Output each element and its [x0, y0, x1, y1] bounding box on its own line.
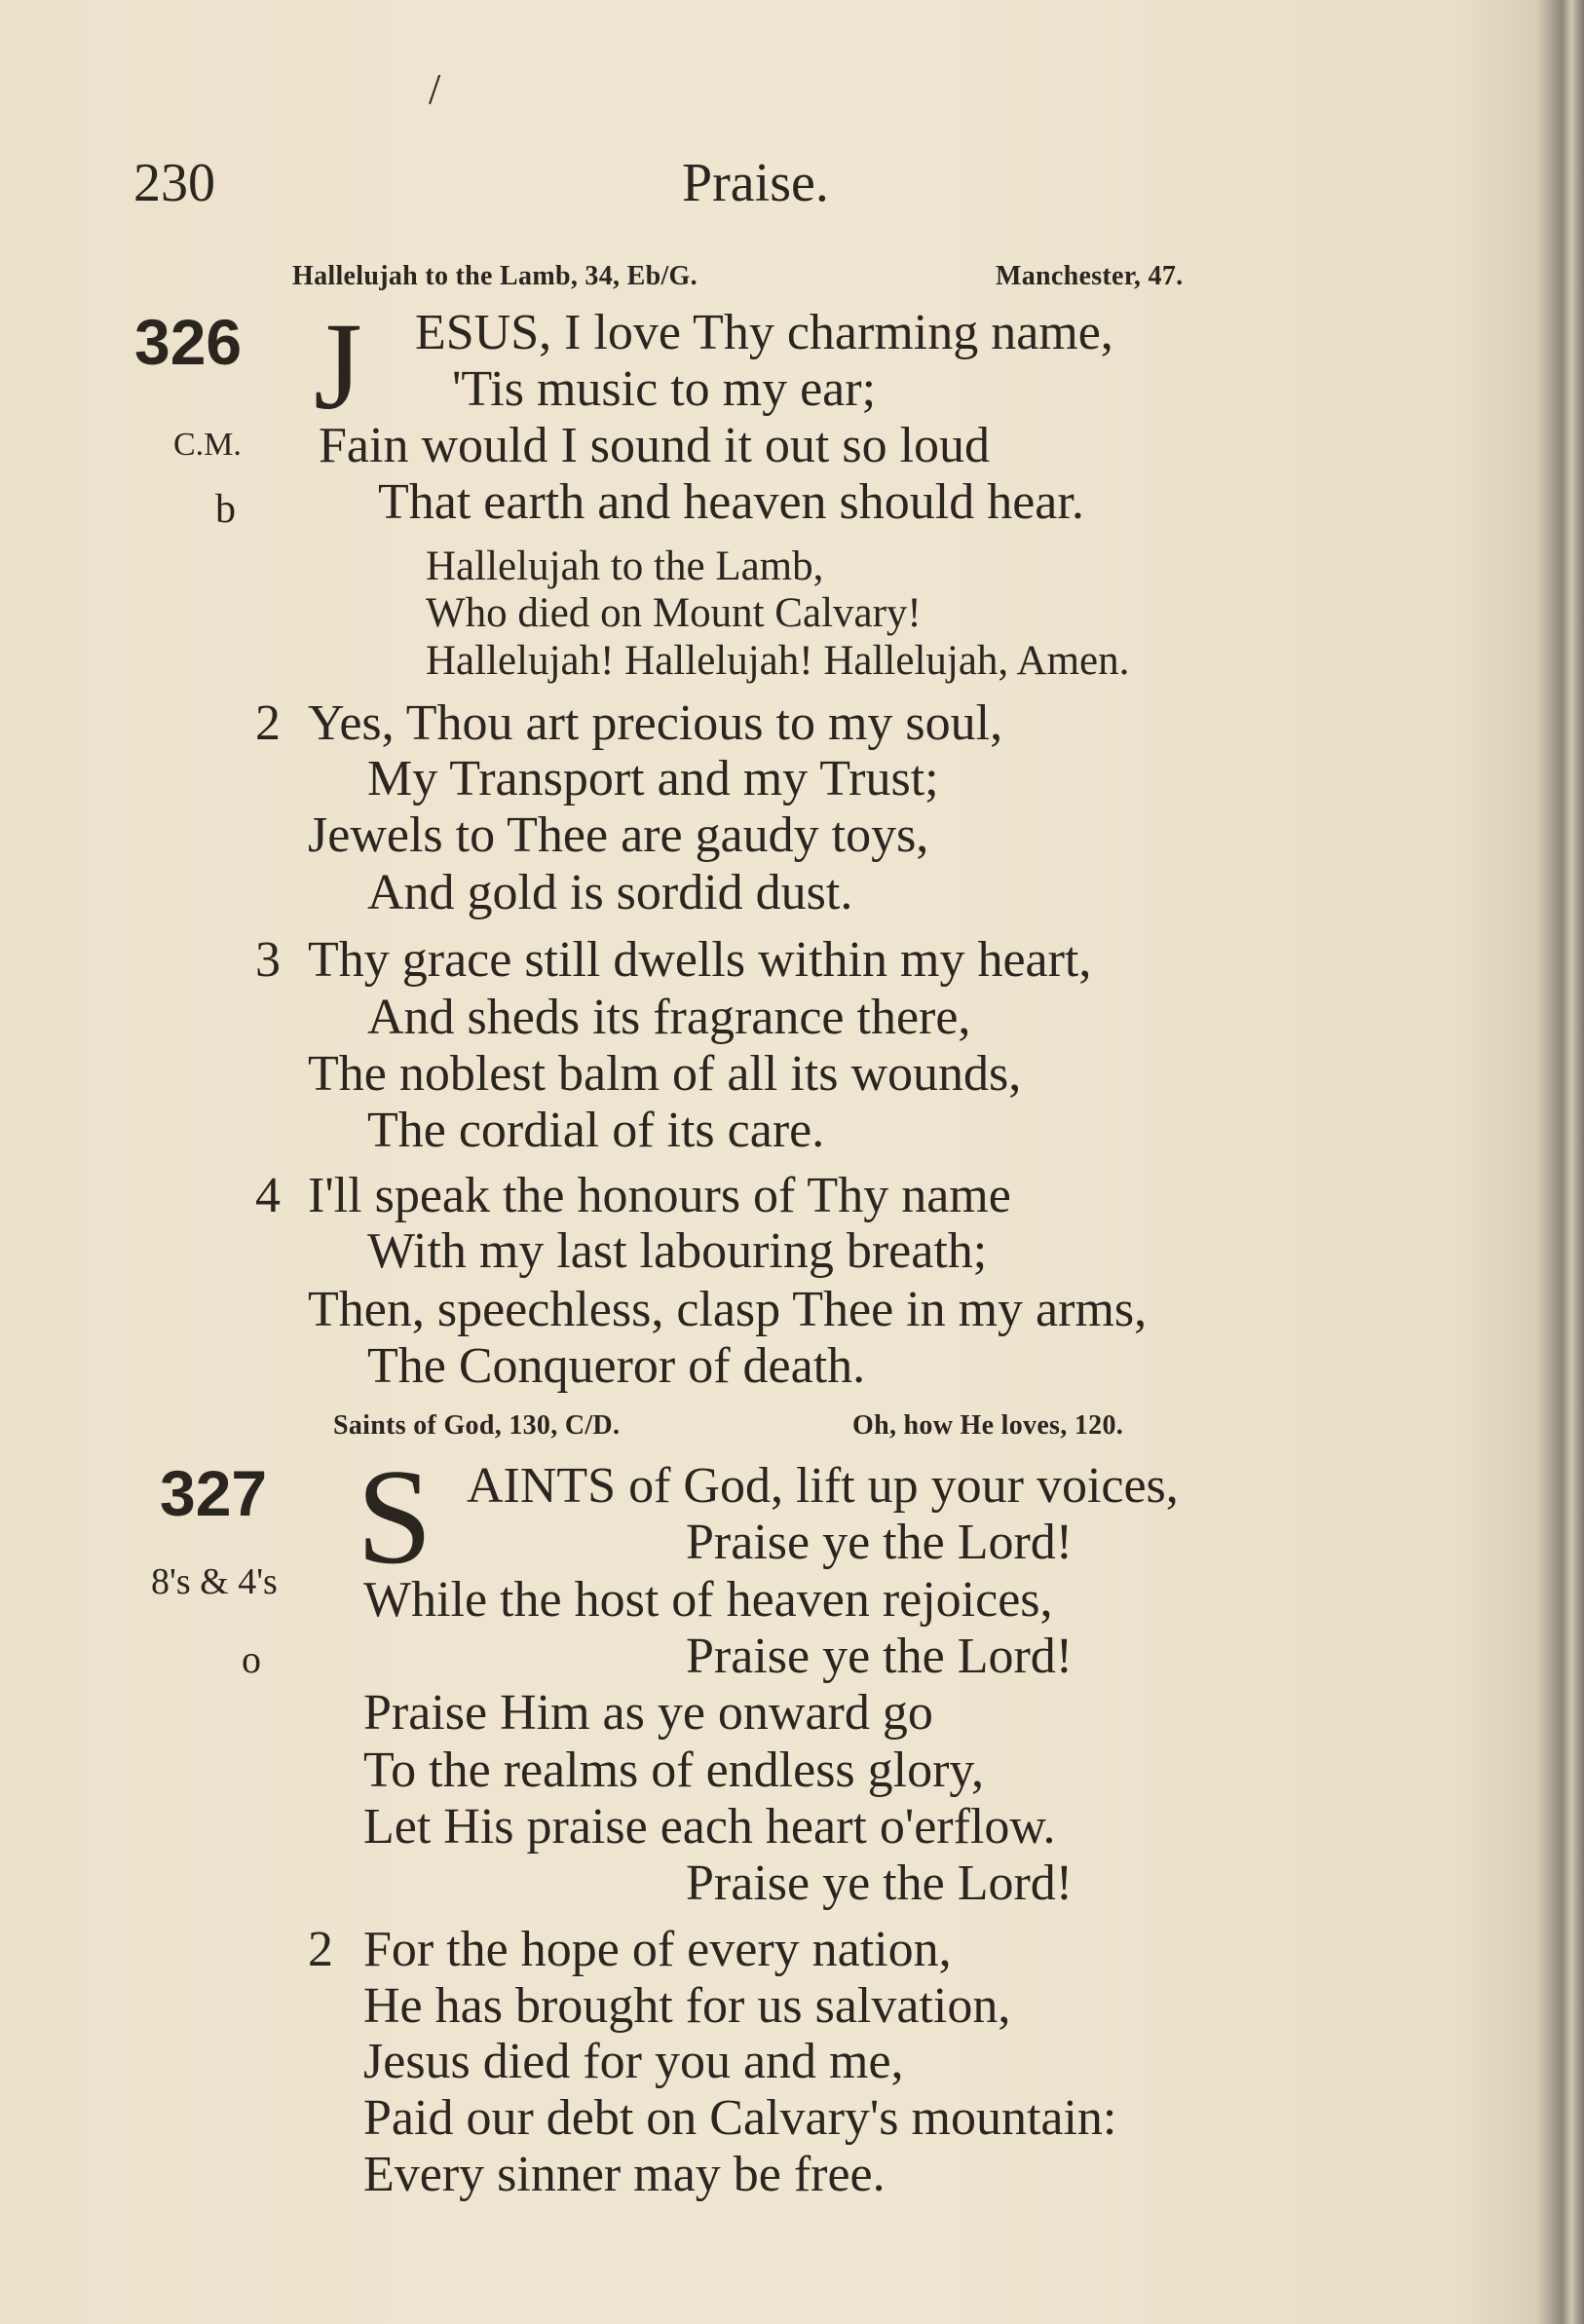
tune-reference: Saints of God, 130, C/D.: [333, 1410, 621, 1441]
hymn-line: My Transport and my Trust;: [367, 751, 939, 806]
page-title: Praise.: [682, 153, 829, 213]
hymn-number: 327: [160, 1457, 268, 1529]
key-mark: b: [215, 487, 236, 532]
hymn-line: Thy grace still dwells within my heart,: [308, 932, 1092, 988]
hymn-line: The noblest balm of all its wounds,: [308, 1046, 1022, 1102]
drop-cap: S: [357, 1442, 433, 1593]
hymn-line: That earth and heaven should hear.: [378, 474, 1084, 530]
alt-tune-reference: Oh, how He loves, 120.: [852, 1410, 1124, 1441]
hymn-line: Jesus died for you and me,: [363, 2034, 904, 2089]
chorus-line: Hallelujah! Hallelujah! Hallelujah, Amen.: [426, 638, 1130, 684]
hymn-line: Paid our debt on Calvary's mountain:: [363, 2090, 1117, 2146]
hymn-line: Praise ye the Lord!: [686, 1855, 1074, 1911]
verse-number: 4: [255, 1168, 281, 1223]
hymn-line: Let His praise each heart o'erflow.: [363, 1799, 1056, 1855]
hymn-line: 'Tis music to my ear;: [452, 361, 877, 417]
hymn-line: The cordial of its care.: [367, 1103, 825, 1158]
hymn-line: He has brought for us salvation,: [363, 1978, 1011, 2034]
hymn-line: For the hope of every nation,: [363, 1922, 952, 1977]
drop-cap: J: [314, 297, 362, 435]
hymn-line: ESUS, I love Thy charming name,: [415, 305, 1113, 360]
meter-label: C.M.: [173, 427, 242, 463]
verse-number: 2: [255, 695, 281, 751]
alt-tune-reference: Manchester, 47.: [996, 261, 1184, 291]
hymn-line: Praise ye the Lord!: [686, 1515, 1074, 1570]
chorus-line: Hallelujah to the Lamb,: [426, 544, 824, 589]
chorus-line: Who died on Mount Calvary!: [426, 590, 922, 636]
hymn-number: 326: [134, 306, 243, 378]
hymn-line: And sheds its fragrance there,: [367, 990, 971, 1045]
hymn-line: The Conqueror of death.: [367, 1338, 866, 1394]
hymn-line: Jewels to Thee are gaudy toys,: [308, 807, 929, 863]
meter-label: 8's & 4's: [151, 1561, 278, 1602]
tune-reference: Hallelujah to the Lamb, 34, Eb/G.: [292, 261, 698, 291]
hymn-line: With my last labouring breath;: [367, 1223, 988, 1279]
pencil-mark: /: [429, 65, 441, 113]
verse-number: 2: [308, 1922, 333, 1977]
hymn-line: Every sinner may be free.: [363, 2147, 886, 2202]
page-number: 230: [133, 153, 215, 213]
hymn-line: Praise Him as ye onward go: [363, 1685, 933, 1741]
hymn-line: To the realms of endless glory,: [363, 1743, 985, 1798]
hymn-line: I'll speak the honours of Thy name: [308, 1168, 1011, 1223]
hymn-line: AINTS of God, lift up your voices,: [467, 1458, 1179, 1514]
hymn-line: Praise ye the Lord!: [686, 1629, 1074, 1684]
hymn-line: Yes, Thou art precious to my soul,: [308, 695, 1003, 751]
hymn-line: Then, speechless, clasp Thee in my arms,: [308, 1282, 1148, 1337]
key-mark: o: [242, 1637, 261, 1681]
hymn-line: While the host of heaven rejoices,: [363, 1572, 1053, 1628]
verse-number: 3: [255, 932, 281, 988]
hymn-line: Fain would I sound it out so loud: [319, 418, 991, 473]
hymn-line: And gold is sordid dust.: [367, 865, 853, 920]
